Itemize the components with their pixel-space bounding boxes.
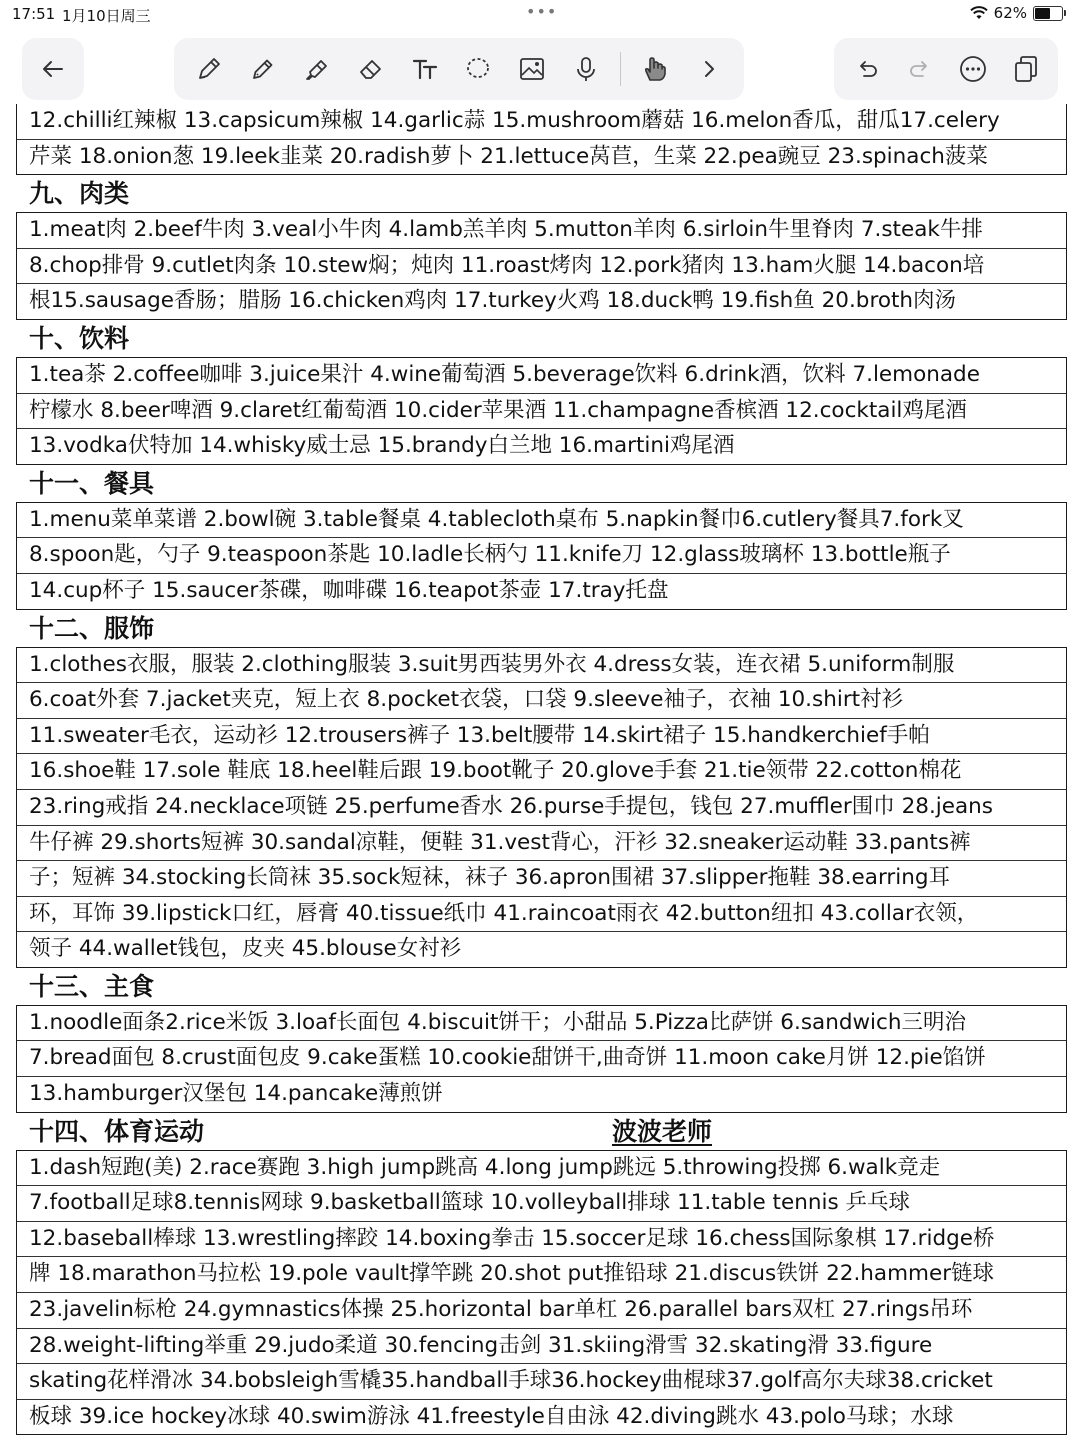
back-button[interactable] — [22, 38, 84, 100]
table-row: 根15.sausage香肠；腊肠 16.chicken鸡肉 17.turkey火鸡 18.duck鸭 19.fish鱼 20.broth肉汤 — [29, 288, 957, 314]
table-row: 牌 18.marathon马拉松 19.pole vault撑竿跳 20.shot put推铅球 21.discus铁饼 22.hammer链球 — [17, 1257, 1066, 1293]
lasso-icon[interactable] — [458, 49, 498, 89]
table-row: 芹菜 18.onion葱 19.leek韭菜 20.radish萝卜 21.lettuce莴苣，生菜 22.pea豌豆 23.spinach菠菜 — [29, 143, 988, 169]
table-row: 13.hamburger汉堡包 14.pancake薄煎饼 — [29, 1081, 443, 1107]
eraser-icon[interactable] — [351, 49, 391, 89]
undo-icon[interactable] — [847, 49, 887, 89]
table-row: 1.meat肉 2.beef牛肉 3.veal小牛肉 4.lamb羔羊肉 5.mutton羊肉 6.sirloin牛里脊肉 7.steak牛排 — [17, 213, 1066, 249]
table-row: 牛仔裤 29.shorts短裤 30.sandal凉鞋，便鞋 31.vest背心，汗衫 32.sneaker运动鞋 33.pants裤 — [17, 826, 1066, 862]
vocab-table — [16, 502, 1067, 610]
pages-icon[interactable] — [1006, 49, 1046, 89]
table-row: 1.clothes衣服，服装 2.clothing服装 3.suit男西装男外衣 4.dress女装，连衣裙 5.uniform制服 — [17, 648, 1066, 684]
vocab-table — [16, 104, 1067, 175]
vocab-table — [16, 212, 1067, 320]
table-row: 11.sweater毛衣，运动衫 12.trousers裤子 13.belt腰带 14.skirt裙子 15.handkerchief手帕 — [17, 719, 1066, 755]
back-arrow-icon[interactable] — [33, 49, 73, 89]
pen-icon[interactable] — [189, 49, 229, 89]
vocab-table — [16, 1150, 1067, 1436]
section-heading-text: 十二、服饰 — [29, 613, 155, 643]
section-heading-text: 九、肉类 — [29, 179, 130, 209]
battery-icon — [1033, 6, 1063, 21]
table-row: 23.javelin标枪 24.gymnastics体操 25.horizontal bar单杠 26.parallel bars双杠 27.rings吊环 — [17, 1293, 1066, 1329]
table-row: 23.ring戒指 24.necklace项链 25.perfume香水 26.purse手提包，钱包 27.muffler围巾 28.jeans — [17, 790, 1066, 826]
section-heading-text: 十四、体育运动 — [29, 1116, 205, 1146]
vocab-table — [16, 1005, 1067, 1113]
table-row: 1.menu菜单菜谱 2.bowl碗 3.table餐桌 4.tablecloth桌布 5.napkin餐巾6.cutlery餐具7.fork叉 — [17, 503, 1066, 539]
table-row: 6.coat外套 7.jacket夹克，短上衣 8.pocket衣袋，口袋 9.sleeve袖子，衣袖 10.shirt衬衫 — [17, 683, 1066, 719]
table-row: 13.vodka伏特加 14.whisky威士忌 15.brandy白兰地 16.martini鸡尾酒 — [29, 433, 735, 459]
action-toolbar — [834, 38, 1058, 100]
table-row: 环，耳饰 39.lipstick口红，唇膏 40.tissue纸巾 41.raincoat雨衣 42.button纽扣 43.collar衣领， — [17, 897, 1066, 933]
more-icon[interactable] — [953, 49, 993, 89]
toolbar-separator — [620, 52, 621, 86]
table-row: 16.shoe鞋 17.sole 鞋底 18.heel鞋后跟 19.boot靴子 20.glove手套 21.tie领带 22.cotton棉花 — [17, 754, 1066, 790]
table-row: 7.football足球8.tennis网球 9.basketball篮球 10.volleyball排球 11.table tennis 乒乓球 — [17, 1186, 1066, 1222]
section-heading — [0, 320, 1080, 357]
vocab-table — [16, 357, 1067, 465]
table-row: 子；短裤 34.stocking长筒袜 35.sock短袜，袜子 36.apron围裙 37.slipper拖鞋 38.earring耳 — [17, 861, 1066, 897]
battery-percent: 62% — [993, 4, 1027, 22]
section-heading-text: 十一、餐具 — [29, 468, 155, 498]
section-heading — [0, 175, 1080, 212]
section-heading-text: 十、饮料 — [29, 323, 130, 353]
wifi-icon — [970, 6, 988, 20]
hand-touch-icon[interactable] — [635, 49, 675, 89]
vocab-table — [16, 647, 1067, 968]
table-row: 板球 39.ice hockey冰球 40.swim游泳 41.freestyle自由泳 42.diving跳水 43.polo马球；水球 — [29, 1403, 954, 1429]
table-row: 14.cup杯子 15.saucer茶碟，咖啡碟 16.teapot茶壶 17.tray托盘 — [29, 577, 669, 603]
image-icon[interactable] — [512, 49, 552, 89]
pencil-icon[interactable] — [243, 49, 283, 89]
section-heading-text: 十三、主食 — [29, 971, 155, 1001]
status-time: 17:51 — [12, 5, 56, 23]
drawing-toolbar — [174, 38, 744, 100]
table-row: 7.bread面包 8.crust面包皮 9.cake蛋糕 10.cookie甜饼干,曲奇饼 11.moon cake月饼 12.pie馅饼 — [17, 1041, 1066, 1077]
section-heading — [0, 465, 1080, 502]
multitasking-dots[interactable]: ••• — [526, 2, 558, 21]
table-row: 领子 44.wallet钱包，皮夹 45.blouse女衬衫 — [29, 936, 462, 962]
text-tool-icon[interactable] — [405, 49, 445, 89]
highlighter-icon[interactable] — [297, 49, 337, 89]
redo-icon[interactable] — [900, 49, 940, 89]
table-row: skating花样滑冰 34.bobsleigh雪橇35.handball手球36.hockey曲棍球37.golf高尔夫球38.cricket — [17, 1364, 1066, 1400]
microphone-icon[interactable] — [566, 49, 606, 89]
table-row: 柠檬水 8.beer啤酒 9.claret红葡萄酒 10.cider苹果酒 11.champagne香槟酒 12.cocktail鸡尾酒 — [17, 394, 1066, 430]
table-row: 8.spoon匙，勺子 9.teaspoon茶匙 10.ladle长柄勺 11.knife刀 12.glass玻璃杯 13.bottle瓶子 — [17, 538, 1066, 574]
section-heading — [0, 968, 1080, 1005]
section-heading — [0, 1113, 1080, 1150]
status-date: 1月10日周三 — [62, 7, 151, 25]
status-bar — [0, 0, 1080, 28]
table-row: 8.chop排骨 9.cutlet肉条 10.stew焖；炖肉 11.roast烤肉 12.pork猪肉 13.ham火腿 14.bacon培 — [17, 249, 1066, 285]
table-row: 1.noodle面条2.rice米饭 3.loaf长面包 4.biscuit饼干；小甜品 5.Pizza比萨饼 6.sandwich三明治 — [17, 1006, 1066, 1042]
table-row: 1.tea茶 2.coffee咖啡 3.juice果汁 4.wine葡萄酒 5.beverage饮料 6.drink酒，饮料 7.lemonade — [17, 358, 1066, 394]
chevron-right-icon[interactable] — [689, 49, 729, 89]
table-row: 1.dash短跑(美) 2.race赛跑 3.high jump跳高 4.long jump跳远 5.throwing投掷 6.walk竞走 — [17, 1151, 1066, 1187]
table-row: 12.chilli红辣椒 13.capsicum辣椒 14.garlic蒜 15.mushroom蘑菇 16.melon香瓜，甜瓜17.celery — [17, 104, 1066, 140]
section-heading — [0, 610, 1080, 647]
table-row: 12.baseball棒球 13.wrestling摔跤 14.boxing拳击 15.soccer足球 16.chess国际象棋 17.ridge桥 — [17, 1222, 1066, 1258]
note-page[interactable] — [0, 104, 1080, 1435]
table-row: 28.weight-lifting举重 29.judo柔道 30.fencing击剑 31.skiing滑雪 32.skating滑 33.figure — [17, 1329, 1066, 1365]
teacher-name: 波波老师 — [612, 1116, 713, 1146]
battery-fill — [1035, 8, 1050, 19]
